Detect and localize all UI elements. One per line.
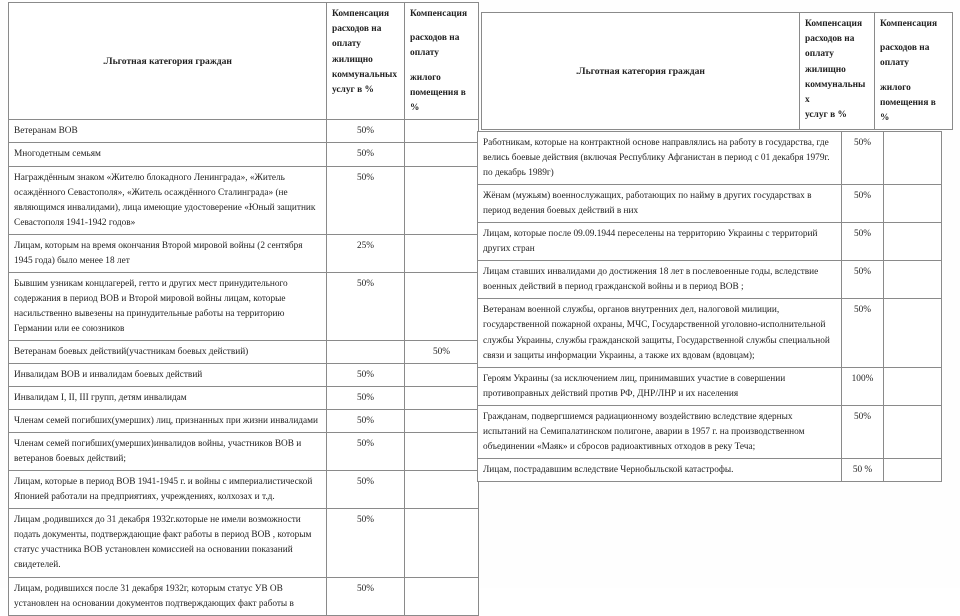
header-housing-line: Компенсация bbox=[410, 9, 468, 19]
row-housing-value bbox=[405, 433, 479, 471]
row-housing-value bbox=[884, 405, 942, 458]
table-row bbox=[9, 433, 479, 471]
row-category: Лицам, пострадавшим вследствие Чернобыльской катастрофы. bbox=[478, 458, 842, 481]
table-row bbox=[9, 234, 479, 272]
header-housing-line: помещения в bbox=[410, 87, 466, 98]
header-housing bbox=[405, 3, 479, 120]
header-housing-line: % bbox=[880, 113, 890, 124]
table-row bbox=[9, 577, 479, 615]
row-utilities-value: 50% bbox=[842, 299, 884, 367]
row-housing-value bbox=[405, 166, 479, 234]
row-category: Жёнам (мужьям) военнослужащих, работающих по найму в других государствах в период ведения боевых действий в них bbox=[478, 185, 842, 223]
table-body-right bbox=[478, 132, 942, 482]
header-housing-line: жилого bbox=[410, 72, 441, 83]
row-utilities-value: 50% bbox=[327, 577, 405, 615]
row-category: Лицам, которые в период ВОВ 1941-1945 г. и войны с империалистической Японией работали на предприятиях, учреждениях, колхозах и т.д. bbox=[9, 471, 327, 509]
row-housing-value: 50% bbox=[405, 340, 479, 363]
header-utilities-line: услуг в % bbox=[332, 85, 374, 96]
table-row bbox=[9, 410, 479, 433]
table-row bbox=[9, 143, 479, 166]
row-category: Героям Украины (за исключением лиц, принимавших участие в совершении противоправных действий против РФ, ДНР/ЛНР и их населения bbox=[478, 367, 842, 405]
header-housing-line: помещения в bbox=[880, 97, 936, 108]
header-utilities-line: услуг в % bbox=[805, 110, 847, 121]
row-utilities-value: 50% bbox=[327, 143, 405, 166]
row-housing-value bbox=[884, 458, 942, 481]
row-housing-value bbox=[884, 132, 942, 185]
row-utilities-value bbox=[327, 340, 405, 363]
row-housing-value bbox=[884, 261, 942, 299]
header-housing-line: Компенсация bbox=[880, 19, 938, 29]
row-category: Ветеранам военной службы, органов внутренних дел, налоговой милиции, государственной пожарной охраны, МЧС, Государственной уголовно-исполнительной службы Украины, службы гражданской защиты, Государственной службы специальной связи и защиты информации Украины, а также их вдовам (вдовцам); bbox=[478, 299, 842, 367]
benefits-table-right-header bbox=[481, 12, 953, 130]
row-category: Бывшим узникам концлагерей, гетто и других мест принудительного содержания в период ВОВ и Второй мировой войны лицам, которые насильственно вывезены на принудительные работы на территорию Германии или ее союзников bbox=[9, 272, 327, 340]
table-row bbox=[9, 166, 479, 234]
header-utilities-line: жилищно bbox=[805, 64, 846, 75]
row-utilities-value: 50% bbox=[327, 364, 405, 387]
header-utilities-line: расходов на bbox=[332, 24, 382, 35]
row-housing-value bbox=[405, 364, 479, 387]
row-housing-value bbox=[405, 120, 479, 143]
row-utilities-value: 25% bbox=[327, 234, 405, 272]
row-utilities-value: 50% bbox=[327, 410, 405, 433]
table-body-left bbox=[9, 120, 479, 615]
row-utilities-value: 100% bbox=[842, 367, 884, 405]
row-category: Членам семей погибших(умерших) лиц, признанных при жизни инвалидами bbox=[9, 410, 327, 433]
row-utilities-value: 50% bbox=[842, 185, 884, 223]
row-housing-value bbox=[884, 367, 942, 405]
header-category: .Льготная категория граждан bbox=[482, 13, 800, 130]
row-category: Лицам ставших инвалидами до достижения 18 лет в послевоенные годы, вследствие военных действий в период гражданской войны и в период ВОВ ; bbox=[478, 261, 842, 299]
header-utilities bbox=[327, 3, 405, 120]
table-header-left bbox=[9, 3, 479, 120]
table-row bbox=[478, 185, 942, 223]
header-housing-line: жилого bbox=[880, 82, 911, 93]
row-housing-value bbox=[405, 143, 479, 166]
table-row bbox=[478, 261, 942, 299]
header-row bbox=[482, 13, 953, 130]
table-row bbox=[478, 367, 942, 405]
header-housing bbox=[875, 13, 953, 130]
table-row bbox=[9, 387, 479, 410]
row-utilities-value: 50% bbox=[327, 166, 405, 234]
table-row bbox=[478, 299, 942, 367]
header-housing-line: расходов на bbox=[880, 43, 930, 54]
row-utilities-value: 50% bbox=[327, 120, 405, 143]
benefits-table-right-body bbox=[477, 131, 942, 482]
row-housing-value bbox=[884, 185, 942, 223]
row-utilities-value: 50% bbox=[327, 471, 405, 509]
row-category: Членам семей погибших(умерших)инвалидов войны, участников ВОВ и ветеранов боевых действий; bbox=[9, 433, 327, 471]
row-housing-value bbox=[884, 223, 942, 261]
table-row bbox=[9, 364, 479, 387]
row-category: Многодетным семьям bbox=[9, 143, 327, 166]
row-category: Инвалидам ВОВ и инвалидам боевых действий bbox=[9, 364, 327, 387]
row-housing-value bbox=[405, 234, 479, 272]
header-row bbox=[9, 3, 479, 120]
header-housing-line: расходов на bbox=[410, 33, 460, 44]
row-housing-value bbox=[405, 272, 479, 340]
header-housing-line: оплату bbox=[880, 58, 909, 69]
header-utilities-line: коммунальных bbox=[332, 69, 398, 80]
table-row bbox=[478, 458, 942, 481]
header-utilities-line: Компенсация bbox=[332, 9, 390, 19]
table-row bbox=[9, 471, 479, 509]
row-category: Ветеранам ВОВ bbox=[9, 120, 327, 143]
row-utilities-value: 50% bbox=[842, 261, 884, 299]
row-category: Лицам, которым на время окончания Второй мировой войны (2 сентября 1945 года) было менее 18 лет bbox=[9, 234, 327, 272]
header-housing-line: оплату bbox=[410, 48, 439, 59]
row-category: Награждённым знаком «Жителю блокадного Ленинграда», «Житель осаждённого Севастополя», «Житель осаждённого Сталинграда» (не являющимся инвалидами), лица имеющие удостоверение «Юный защитник Севастополя 1941-1942 годов» bbox=[9, 166, 327, 234]
header-utilities-line: оплату bbox=[805, 49, 834, 60]
row-category: Лицам ,родившихся до 31 декабря 1932г.которые не имели возможности подать документы, подтверждающие факт работы в период ВОВ , которым статус участника ВОВ установлен комиссией на основании показаний свидетелей. bbox=[9, 509, 327, 577]
header-category: .Льготная категория граждан bbox=[9, 3, 327, 120]
row-utilities-value: 50% bbox=[327, 387, 405, 410]
table-row bbox=[9, 272, 479, 340]
table-row bbox=[478, 223, 942, 261]
row-utilities-value: 50% bbox=[327, 509, 405, 577]
row-housing-value bbox=[405, 387, 479, 410]
row-housing-value bbox=[405, 471, 479, 509]
row-housing-value bbox=[405, 410, 479, 433]
row-utilities-value: 50 % bbox=[842, 458, 884, 481]
table-row bbox=[9, 340, 479, 363]
row-utilities-value: 50% bbox=[842, 132, 884, 185]
row-category: Лицам, родившихся после 31 декабря 1932г, которым статус УВ ОВ установлен на основании документов подтверждающих факт работы в bbox=[9, 577, 327, 615]
row-category: Инвалидам I, II, III групп, детям инвалидам bbox=[9, 387, 327, 410]
row-category: Гражданам, подвергшиемся радиационному воздействию вследствие ядерных испытаний на Семипалатинском полигоне, аварии в 1957 г. на производственном объединении «Маяк» и сбросов радиоактивных отходов в реку Теча; bbox=[478, 405, 842, 458]
header-utilities-line: коммунальных bbox=[805, 79, 866, 106]
header-utilities-line: жилищно bbox=[332, 54, 373, 65]
table-row bbox=[9, 509, 479, 577]
row-housing-value bbox=[405, 577, 479, 615]
header-housing-line: % bbox=[410, 103, 420, 114]
header-utilities-line: оплату bbox=[332, 39, 361, 50]
row-utilities-value: 50% bbox=[842, 223, 884, 261]
table-row bbox=[478, 405, 942, 458]
row-housing-value bbox=[884, 299, 942, 367]
row-utilities-value: 50% bbox=[842, 405, 884, 458]
table-row bbox=[9, 120, 479, 143]
row-utilities-value: 50% bbox=[327, 433, 405, 471]
table-row bbox=[478, 132, 942, 185]
row-housing-value bbox=[405, 509, 479, 577]
row-category: Лицам, которые после 09.09.1944 переселены на территорию Украины с территорий других стран bbox=[478, 223, 842, 261]
header-utilities bbox=[800, 13, 875, 130]
header-utilities-line: расходов на bbox=[805, 34, 855, 45]
row-utilities-value: 50% bbox=[327, 272, 405, 340]
benefits-table-left bbox=[8, 2, 479, 616]
header-utilities-line: Компенсация bbox=[805, 19, 863, 29]
row-category: Работникам, которые на контрактной основе направлялись на работу в государства, где велись боевые действия (включая Республику Афганистан в период с 01 декабря 1979г. по декабрь 1989г) bbox=[478, 132, 842, 185]
row-category: Ветеранам боевых действий(участникам боевых действий) bbox=[9, 340, 327, 363]
